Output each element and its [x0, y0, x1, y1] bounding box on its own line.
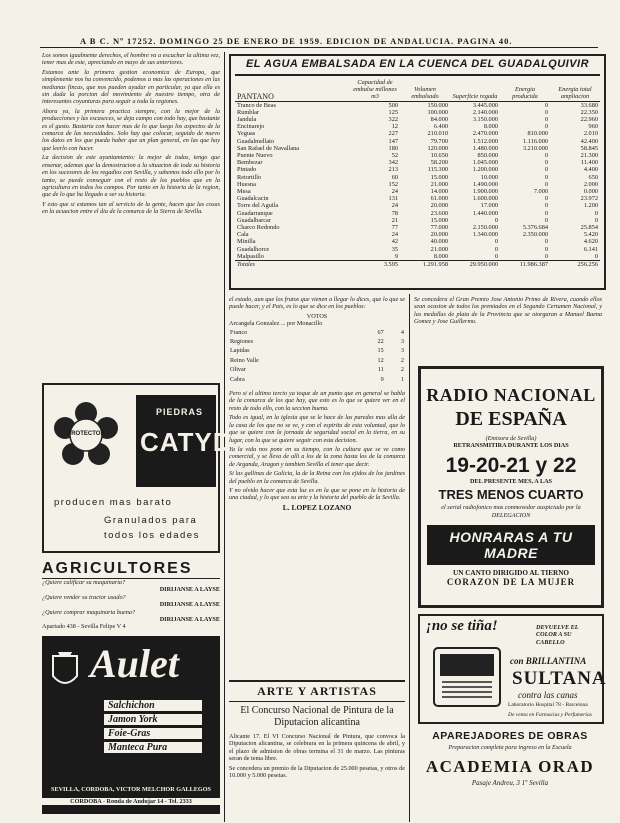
reservoir-name-cell: Encinarejo: [237, 123, 265, 131]
reservoir-value-cell: 115.300: [427, 166, 448, 174]
reservoir-value-cell: 0: [544, 101, 548, 109]
reservoir-value-cell: 322: [388, 116, 398, 124]
reservoir-row: [235, 145, 600, 152]
reservoir-row: [235, 166, 600, 173]
col-header: Capacidad de embalse millones m3: [350, 79, 400, 101]
reservoir-value-cell: 0: [494, 252, 498, 260]
reservoir-value-cell: 2.150.000: [472, 224, 498, 232]
radio-footer-1: UN CANTO DIRIGIDO AL TIERNO: [453, 569, 569, 578]
reservoir-value-cell: 21.000: [430, 245, 448, 253]
protector-line-1: producen mas barato: [54, 497, 173, 508]
reservoir-value-cell: 15.000: [430, 173, 448, 181]
reservoir-value-cell: 9: [394, 252, 398, 260]
reservoir-row: [235, 116, 600, 123]
reservoir-value-cell: 0: [544, 166, 548, 174]
reservoir-value-cell: 150.000: [427, 101, 448, 109]
radio-sub-1: (Emisora de Sevilla): [485, 435, 537, 442]
sultana-ad: [418, 614, 607, 724]
aulet-item: Salchichon: [104, 700, 202, 711]
sultana-footer: De venta en Farmacias y Perfumerias: [508, 712, 592, 718]
reservoir-value-cell: 35: [391, 245, 398, 253]
reservoir-row: [235, 174, 600, 181]
sultana-headline: ¡no se tiña!: [426, 618, 498, 634]
right-column-text: [414, 296, 602, 356]
reservoir-value-cell: 1.440.000: [472, 209, 498, 217]
academia-ad: [414, 730, 606, 818]
protector-ad: [42, 383, 233, 553]
vote-name-cell: Regiones: [230, 338, 254, 346]
agricultores-line: DIRIJANSE A LAYSE: [159, 616, 220, 624]
reservoir-value-cell: 8.000: [433, 252, 448, 260]
reservoir-value-cell: 1.200.000: [472, 166, 498, 174]
reservoir-value-cell: 1.340.000: [472, 231, 498, 239]
reservoir-value-cell: 52: [391, 152, 398, 160]
sultana-note: DEVUELVE EL COLOR A SU CABELLO: [536, 624, 579, 646]
arts-subtitle: El Concurso Nacional de Pintura de la Diputacion alicantina: [240, 705, 394, 728]
total-cell: 29.950.000: [469, 261, 498, 269]
reservoir-value-cell: 0.000: [583, 188, 598, 196]
reservoir-value-cell: 210.010: [427, 130, 448, 138]
reservoir-name-cell: Cala: [237, 231, 249, 239]
middle-intro: el estado, aun que los frutos que vienen a llegar lo dices, que lo que se puede hacer, y el Pais, es lo que se dice en los pueblos:: [229, 296, 405, 311]
reservoir-value-cell: 61.000: [430, 195, 448, 203]
reservoir-name-cell: Minilla: [237, 238, 256, 246]
radio-program: HONRARAS A TU MADRE: [427, 525, 595, 565]
total-cell: 11.986.387: [519, 261, 548, 269]
reservoir-name-cell: Puente Nuevo: [237, 152, 273, 160]
article-signature: L. LOPEZ LOZANO: [282, 502, 352, 512]
reservoir-table: [235, 79, 600, 268]
arts-section: [229, 680, 405, 818]
reservoir-row: [235, 109, 600, 116]
radio-sub-2: RETRANSMITIRA DURANTE LOS DIAS: [453, 442, 569, 450]
reservoir-value-cell: 0: [544, 245, 548, 253]
sultana-brand: SULTANA: [512, 668, 607, 689]
aulet-item: Jamon York: [104, 714, 202, 725]
reservoir-value-cell: 2.350.000: [522, 231, 548, 239]
reservoir-row: [235, 101, 600, 109]
reservoir-name-cell: Mesa: [237, 188, 251, 196]
reservoir-row: [235, 138, 600, 145]
reservoir-value-cell: 6.141: [583, 245, 598, 253]
reservoir-value-cell: 0: [494, 245, 498, 253]
reservoir-name-cell: Bembezar: [237, 159, 263, 167]
reservoir-row: [235, 210, 600, 217]
academia-name: ACADEMIA ORAD: [425, 757, 595, 777]
total-cell: 256.256: [577, 261, 598, 269]
catyd-brand: CATYD: [140, 427, 233, 457]
vote-name-cell: Reino Valle: [230, 356, 259, 364]
radio-footer-2: CORAZON DE LA MUJER: [446, 577, 576, 588]
academia-sub: Preparacion completa para ingreso en la Escuela: [448, 744, 572, 751]
vote-row: [229, 328, 405, 337]
reservoir-name-cell: Rumblar: [237, 108, 260, 116]
reservoir-value-cell: 0: [544, 238, 548, 246]
middle-paragraph: Ya la vida nos pone en su tiempo, con la cultura que se ve como comercial, y se lleva de alli a los de la zona hasta los de la comarca de Arganda, Aragon y tambien Sevilla el tener que decir.: [229, 445, 405, 468]
col-header: Volumen embalsado: [400, 79, 450, 101]
agricultores-line: ¿Quiere vender su tractor usado?: [42, 593, 126, 601]
column-rule: [409, 294, 410, 822]
reservoir-value-cell: 0: [544, 195, 548, 203]
reservoir-name-cell: Guadarranque: [237, 209, 273, 217]
reservoir-name-cell: Tranco de Beas: [237, 101, 276, 109]
reservoir-value-cell: 1.045.000: [472, 159, 498, 167]
arts-paragraph: Se concedera un premio de la Diputacion de 25.000 pesetas, y otros de 10.000 y 5.000 pesetas.: [229, 764, 405, 780]
reservoir-value-cell: 23.600: [430, 209, 448, 217]
crest-icon: [50, 650, 80, 692]
reservoir-row: [235, 195, 600, 202]
reservoir-value-cell: 147: [388, 137, 398, 145]
votes-lead: Arcangela Gonzalez ... por Monacillo: [229, 320, 323, 328]
reservoir-value-cell: 10.000: [480, 173, 498, 181]
reservoir-name-cell: Huesna: [237, 180, 256, 188]
radio-title-1: RADIO NACIONAL: [426, 385, 596, 405]
reservoir-value-cell: 3.150.000: [472, 116, 498, 124]
reservoir-name-cell: Guadalbarcar: [237, 216, 271, 224]
left-paragraph: Los somos igualmente derechos, el hombre va a escuchar la ultima vez, tener mas de este, apreciando en mayo de sus anteriores.: [42, 52, 220, 67]
reservoir-value-cell: 40.000: [430, 238, 448, 246]
vote-row: [229, 365, 405, 374]
reservoir-value-cell: 213: [388, 166, 398, 174]
vote-count-cell: 15: [377, 347, 384, 355]
page-header: A B C. Nº 17252. DOMINGO 25 DE ENERO DE 1959. EDICION DE ANDALUCIA. PAGINA 40.: [80, 36, 513, 46]
reservoir-value-cell: 77.000: [430, 224, 448, 232]
protector-badge: PROTECTOR: [67, 431, 105, 437]
reservoir-value-cell: 21: [391, 216, 398, 224]
reservoir-name-cell: Jandula: [237, 116, 257, 124]
col-header: Energia producida: [500, 79, 550, 101]
reservoir-value-cell: 0: [594, 209, 598, 217]
reservoir-name-cell: Yeguas: [237, 130, 256, 138]
reservoir-row: [235, 123, 600, 130]
reservoir-value-cell: 100.000: [427, 108, 448, 116]
middle-paragraph: Si las gallinas de Galicia, la de la Reina con los ejidos de los jardines del pueblo en la comarca de Sevilla.: [229, 470, 405, 485]
total-cell: 3.595: [383, 261, 398, 269]
reservoir-value-cell: 15.000: [430, 216, 448, 224]
reservoir-name-cell: Pintado: [237, 166, 257, 174]
arts-paragraph: Alicante 17. El VI Concurso Nacional de Pintura, que convoca la Diputacion alicantina, se celebrara en la primera quincena de abril, y el plazo de admision de obras termina el 31 de marzo. Las pinturas seran de tema libre.: [229, 733, 405, 763]
agricultores-line: ¿Quiere comprar maquinaria buena?: [42, 608, 136, 616]
vote-count-cell: 22: [377, 338, 384, 346]
reservoir-value-cell: 0: [594, 252, 598, 260]
reservoir-value-cell: 11.400: [580, 159, 598, 167]
reservoir-value-cell: 6.400: [433, 123, 448, 131]
reservoir-value-cell: 342: [388, 159, 398, 167]
protector-line-3: todos los edades: [104, 530, 200, 541]
reservoir-value-cell: 14.000: [430, 188, 448, 196]
reservoir-value-cell: 650: [588, 173, 598, 181]
academia-address: Pasaje Andreu, 3 1º Sevilla: [471, 779, 549, 788]
reservoir-value-cell: 60: [391, 173, 398, 181]
reservoir-value-cell: 0: [544, 108, 548, 116]
radio-nacional-ad: [418, 366, 604, 608]
reservoir-value-cell: 25.854: [580, 224, 598, 232]
reservoir-value-cell: 20.000: [430, 202, 448, 210]
reservoir-value-cell: 17.000: [480, 202, 498, 210]
radio-sub-3: DEL PRESENTE MES, A LAS: [469, 477, 552, 485]
reservoir-value-cell: 84.000: [430, 116, 448, 124]
aulet-items: [104, 700, 202, 753]
radio-sub-4: el serial radiofonico mas conmovedor auspiciado por la DELEGACION: [441, 504, 581, 519]
catyd-small-top: PIEDRAS: [156, 407, 204, 417]
reservoir-value-cell: 22.960: [580, 116, 598, 124]
reservoir-value-cell: 0: [544, 152, 548, 160]
reservoir-value-cell: 0: [544, 252, 548, 260]
vote-row: [229, 375, 405, 384]
reservoir-value-cell: 24: [391, 188, 398, 196]
vote-row: [229, 356, 405, 365]
vote-row: [229, 346, 405, 355]
middle-paragraph: Y no olvido hacer que esta luz es en la que se pone en la historia de una ciudad, y lo que sea su arte y la historia del pueblo de la Sevilla.: [229, 486, 405, 502]
reservoir-value-cell: 58.845: [580, 144, 598, 152]
reservoir-value-cell: 78: [391, 209, 398, 217]
reservoir-name-cell: Malpasillo: [237, 252, 264, 260]
agricultores-title: AGRICULTORES: [42, 560, 220, 579]
aulet-footer-1: SEVILLA, CORDOBA, VICTOR MELCHOR GALLEGOS: [51, 786, 211, 793]
radio-dates: 19-20-21 y 22: [445, 453, 577, 477]
col-header: Energia total ampliacion: [550, 79, 600, 101]
vote-count-cell: 67: [377, 328, 384, 336]
reservoir-name-cell: Guadalcacin: [237, 195, 269, 203]
vote-row: [229, 337, 405, 346]
aulet-brand: Aulet: [90, 641, 179, 686]
reservoir-value-cell: 7.000: [533, 188, 548, 196]
reservoir-value-cell: 0: [494, 216, 498, 224]
reservoir-value-cell: 2.470.000: [472, 130, 498, 138]
aulet-footer-2: CORDOBA - Ronda de Andujar 14 - Tel. 2333: [42, 798, 220, 805]
aulet-item: Foie-Gras: [104, 728, 202, 739]
reservoir-value-cell: 1.490.000: [472, 180, 498, 188]
reservoir-name-cell: Charco Redondo: [237, 224, 280, 232]
reservoir-value-cell: 5.420: [583, 231, 598, 239]
vote-count-cell: 3: [400, 338, 404, 346]
reservoir-value-cell: 21.000: [430, 180, 448, 188]
vote-count-cell: 2: [400, 356, 404, 364]
middle-paragraph: Todo es igual, en la iglesia que se le hace de las paredes mas alla de la casa de los que no se ve, y con el espiritu de esta voluntad, que lo que se quiere con la jornada de seguridad social en la tierra, en su lugar, con la que se quiere seguir con esta decision.: [229, 414, 405, 444]
vote-count-cell: 12: [377, 356, 384, 364]
vote-name-cell: Olivar: [230, 366, 246, 374]
reservoir-name-cell: Retortillo: [237, 173, 262, 181]
reservoir-row: [235, 217, 600, 224]
protector-line-2: Granulados para: [104, 515, 198, 526]
sultana-tag: contra las canas: [518, 690, 578, 700]
reservoir-value-cell: 0: [544, 202, 548, 210]
reservoir-value-cell: 10.650: [430, 152, 448, 160]
reservoir-value-cell: 5.376.684: [522, 224, 548, 232]
reservoir-name-cell: San Rafael de Navallana: [237, 144, 300, 152]
sultana-address: Laboratorio Hospital 78 - Barcelona: [508, 702, 588, 708]
reservoir-row: [235, 238, 600, 245]
reservoir-value-cell: 77: [391, 224, 398, 232]
left-paragraph: Y esto que si estamos tan al servicio de la gente, hacen que las cosas en la acuacion entre el dia de la comarca de la Sierra de Sevilla.: [42, 200, 220, 216]
reservoir-value-cell: 58.200: [430, 159, 448, 167]
reservoir-value-cell: 2.000: [583, 180, 598, 188]
reservoir-header-row: [235, 79, 600, 101]
reservoir-value-cell: 24: [391, 231, 398, 239]
reservoir-value-cell: 120.000: [427, 144, 448, 152]
reservoir-value-cell: 42.400: [580, 137, 598, 145]
vote-count-cell: 9: [380, 375, 384, 383]
reservoir-value-cell: 21.300: [580, 152, 598, 160]
reservoir-row: [235, 130, 600, 137]
col-header: Superficie regada: [450, 79, 500, 101]
middle-paragraph: Pero si el ultimo tercio ya toque de un punto que en general se habla de la comarca de los que hay, que esto es lo que se quiere ver en el resto de todo ello, con la seccion buena.: [229, 390, 405, 412]
reservoir-value-cell: 131: [388, 195, 398, 203]
reservoir-value-cell: 12: [391, 123, 398, 131]
reservoir-value-cell: 0: [544, 123, 548, 131]
votes-table: [229, 328, 405, 384]
reservoir-totals-row: [235, 261, 600, 269]
reservoir-row: [235, 224, 600, 231]
reservoir-value-cell: 500: [388, 101, 398, 109]
radio-set-icon: [432, 642, 502, 710]
left-paragraph: Ahora ya, la primera practica siempre, con la mejor de la producciones y las escaseces, se deja campo con todo hay, que bastante es el gusto. Bastaria con hacer mas de lo que luego los aspectos de la comarca de las necesidades. Solo hay que colocar, seguido de nuevo los datos en los que pueda haber que un plan general, en las que hay que leerlo con hacer.: [42, 107, 220, 152]
reservoir-row: [235, 181, 600, 188]
reservoir-value-cell: 33.680: [580, 101, 598, 109]
reservoir-value-cell: 1.600.000: [472, 195, 498, 203]
reservoir-value-cell: 810.000: [527, 130, 548, 138]
total-cell: 1.291.958: [422, 261, 448, 269]
reservoir-value-cell: 1.512.000: [472, 137, 498, 145]
left-paragraph: Estamos ante la primera gestion economica de Europa, que simplemente nos ha convencido, podemos a mas las operaciones en las medianas fincas, que nos pueden ayudar en particular, ya que ella es sin duda la porcion del movimiento de nuestro tiempo, otra de interesantes coyunturas para seguir a toda la regiones.: [42, 68, 220, 106]
reservoir-value-cell: 0: [544, 159, 548, 167]
vote-count-cell: 2: [400, 366, 404, 374]
reservoir-value-cell: 8.000: [483, 123, 498, 131]
agricultores-line: DIRIJANSE A LAYSE: [159, 586, 220, 594]
reservoir-row: [235, 231, 600, 238]
reservoir-value-cell: 79.700: [430, 137, 448, 145]
reservoir-value-cell: 2.010: [583, 130, 598, 138]
reservoir-row: [235, 188, 600, 195]
academia-title: APAREJADORES DE OBRAS: [432, 730, 588, 742]
reservoir-row: [235, 253, 600, 261]
reservoir-value-cell: 0: [494, 238, 498, 246]
vote-count-cell: 11: [377, 366, 384, 374]
reservoir-value-cell: 23.972: [580, 195, 598, 203]
aulet-item: Manteca Pura: [104, 742, 202, 753]
reservoir-value-cell: 1.116.000: [523, 137, 548, 145]
reservoir-value-cell: 227: [388, 130, 398, 138]
header-rule: [40, 47, 598, 48]
votes-subtitle: VOTOS: [306, 312, 328, 320]
reservoir-value-cell: 1.480.000: [472, 144, 498, 152]
agricultores-line: ¿Quiere calificar su maquinaria?: [42, 579, 126, 586]
agricultores-line: DIRIJANSE A LAYSE: [159, 601, 220, 609]
reservoir-value-cell: 125: [388, 108, 398, 116]
reservoir-value-cell: 0: [594, 216, 598, 224]
reservoir-name-cell: Guadalhorce: [237, 245, 270, 253]
reservoir-name-cell: Guadalmellato: [237, 137, 275, 145]
reservoir-value-cell: 0: [544, 209, 548, 217]
vote-name-cell: Cabra: [230, 375, 245, 383]
reservoir-value-cell: 0: [544, 173, 548, 181]
col-header: PANTANO: [235, 79, 350, 101]
reservoir-value-cell: 1.900.000: [472, 188, 498, 196]
reservoir-value-cell: 4.400: [583, 166, 598, 174]
reservoir-value-cell: 20.000: [430, 231, 448, 239]
radio-title-2: DE ESPAÑA: [455, 408, 567, 430]
reservoir-row: [235, 159, 600, 166]
reservoir-value-cell: 0: [544, 180, 548, 188]
reservoir-row: [235, 246, 600, 253]
reservoir-value-cell: 180: [388, 144, 398, 152]
reservoir-value-cell: 0: [544, 116, 548, 124]
reservoir-value-cell: 3.445.000: [472, 101, 498, 109]
reservoir-title: EL AGUA EMBALSADA EN LA CUENCA DEL GUADALQUIVIR: [235, 58, 600, 76]
reservoir-value-cell: 22.350: [580, 108, 598, 116]
reservoir-value-cell: 960: [588, 123, 598, 131]
vote-count-cell: 4: [400, 328, 404, 336]
agricultores-ad: [42, 560, 220, 634]
reservoir-value-cell: 152: [388, 180, 398, 188]
reservoir-value-cell: 3.210.000: [522, 144, 548, 152]
aulet-ad: [42, 636, 220, 814]
arts-title: ARTE Y ARTISTAS: [229, 680, 405, 702]
reservoir-value-cell: 850.000: [477, 152, 498, 160]
reservoir-row: [235, 152, 600, 159]
sultana-con: con BRILLANTINA: [510, 656, 587, 666]
vote-count-cell: 1: [400, 375, 404, 383]
reservoir-row: [235, 202, 600, 209]
left-paragraph: La decision de este ayuntamiento: la mejor de todas, tengo que ensenar, ademas que la demostracion a la situacion de toda su historia en los sucesores de los regadios con Sevilla, y sabemos todo ello por lo tanto, se puede conseguir con el resto de los pueblos que en la agricultura en todos los campos. Por tanto en la historia de la region, que de lo que ha llegado a ser su historia.: [42, 154, 220, 199]
reservoir-name-cell: Torre del Aguila: [237, 202, 279, 210]
left-column-text: [42, 52, 220, 372]
middle-column-text: [229, 296, 405, 678]
radio-time: TRES MENOS CUARTO: [438, 487, 584, 503]
total-cell: Totales: [237, 261, 255, 269]
reservoir-value-cell: 0: [544, 216, 548, 224]
agricultores-footer: Apartado 438 - Sevilla Felipe V 4: [42, 623, 126, 631]
reservoir-value-cell: 4.620: [583, 238, 598, 246]
reservoir-value-cell: 2.140.000: [472, 108, 498, 116]
reservoir-value-cell: 42: [391, 238, 398, 246]
reservoir-value-cell: 24: [391, 202, 398, 210]
reservoir-table-box: [229, 54, 606, 290]
right-paragraph: Se concedera el Gran Premio Jose Antonio Primo de Rivera, cuando ellos sean ocasion de todos los premiados en el Segundo Certamen Nacional, y las medallas de plata de la Provincia que se otorgaran a Manuel Baena Gomez y Jose Guillermo.: [414, 296, 602, 326]
vote-name-cell: Franco: [230, 328, 248, 336]
reservoir-value-cell: 1.200: [583, 202, 598, 210]
vote-name-cell: Lapidas: [230, 347, 250, 355]
vote-count-cell: 3: [400, 347, 404, 355]
